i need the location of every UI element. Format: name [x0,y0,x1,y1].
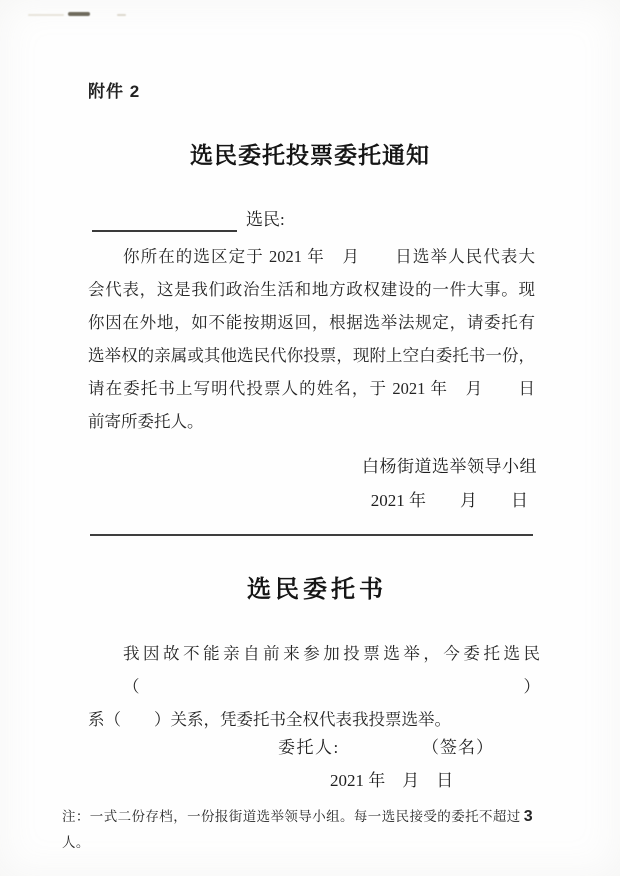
notice-signature-org: 白杨街道选举领导小组 [362,457,537,476]
proxy-signature-date: 2021 年 月 日 [330,771,454,790]
blank-name-underline [92,211,237,232]
signature-hint: （签名） [422,738,494,757]
proxy-form-title: 选民委托书 [247,577,387,603]
section-divider-line [90,534,533,536]
principal-label: 委托人: [278,738,340,757]
scan-smudge-artifact [68,12,90,16]
salutation-label: 选民: [246,210,285,229]
notice-body-line: 你因在外地，如不能按期返回，根据选举法规定，请委托有 [88,313,535,332]
notice-body-line: 前寄所委托人。 [88,412,204,431]
attachment-label: 附件 2 [88,82,141,101]
notice-signature-date: 2021 年 月 日 [370,491,528,510]
notice-body-line: 会代表，这是我们政治生活和地方政权建设的一件大事。现 [88,280,535,299]
notice-body-line: 请在委托书上写明代投票人的姓名，于 2021 年 月 日 [88,379,535,398]
notice-body-line: 你所在的选区定于 2021 年 月 日选举人民代表大 [123,247,535,266]
salutation-row [92,208,285,232]
footnote-text: 注：一式二份存档，一份报街道选举领导小组。每一选民接受的委托不超过 [62,809,521,824]
notice-body [88,240,535,438]
notice-title: 选民委托投票委托通知 [190,143,430,168]
footnote-line-2: 人。 [62,835,90,850]
proxy-body-line: 系（ ）关系，凭委托书全权代表我投票选举。 [88,710,451,729]
footnote [62,804,562,856]
notice-body-line: 选举权的亲属或其他选民代你投票，现附上空白委托书一份， [88,346,535,365]
footnote-number: 3 [523,808,534,825]
scan-faint-mark-left [28,14,64,16]
footnote-line-1 [62,804,562,830]
proxy-form-body [88,637,540,736]
proxy-body-line: 我因故不能亲自前来参加投票选举，今委托选民（ ） [123,644,540,696]
scan-faint-mark-right [117,14,126,16]
